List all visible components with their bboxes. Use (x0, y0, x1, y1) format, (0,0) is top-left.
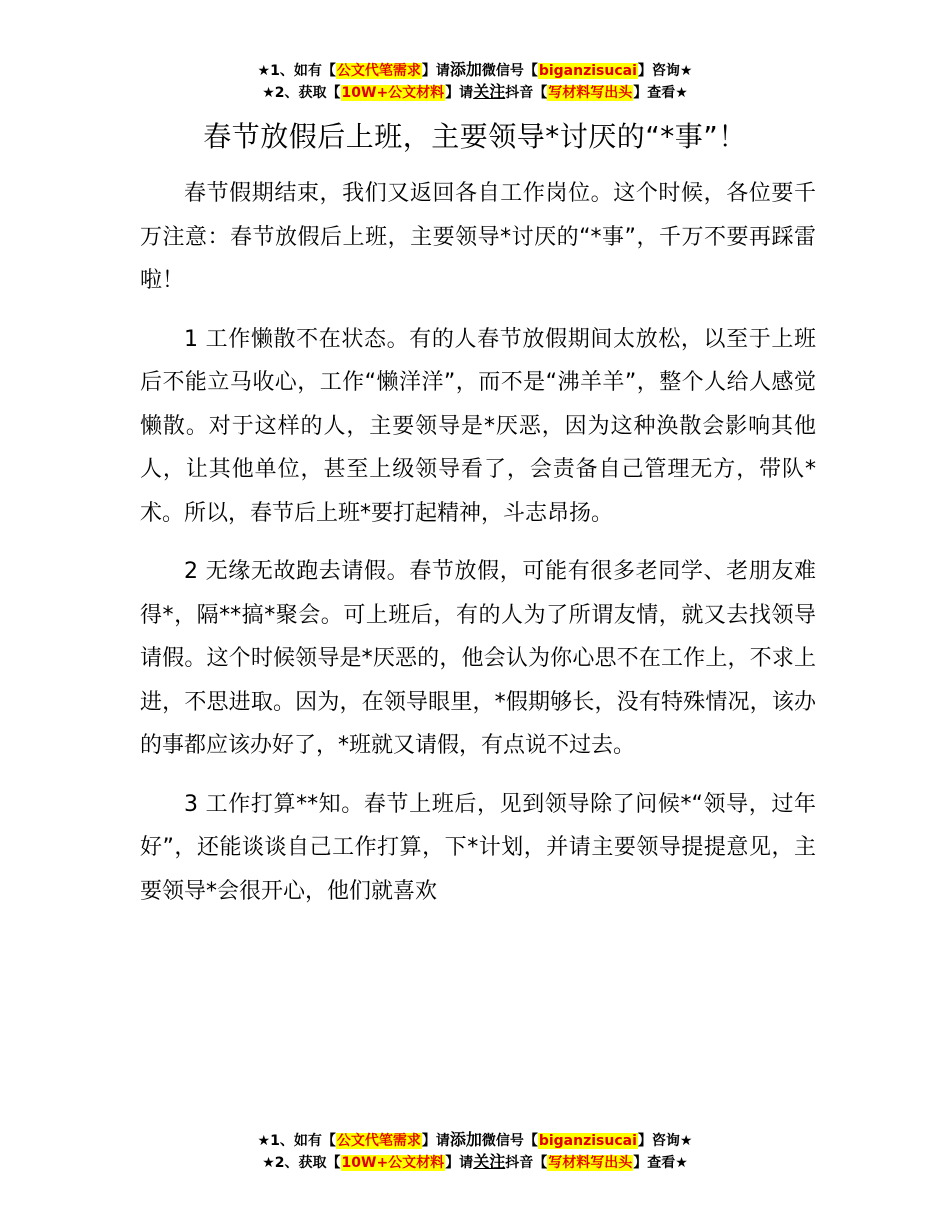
paragraph-point-1: 1 工作懒散不在状态。有的人春节放假期间太放松，以至于上班后不能立马收心，工作“懒洋洋”，而不是“沸羊羊”，整个人给人感觉懒散。对于这样的人，主要领导是*厌恶，因为这种涣散会影响其他人，让其他单位，甚至上级领导看了，会责备自己管理无方，带队*术。所以，春节后上班*要打起精神，斗志昂扬。 (140, 326, 816, 526)
banner-text: 微信号【 (481, 1133, 538, 1149)
highlight-materials: 10W+公文材料 (341, 85, 445, 101)
banner-emphasis-underlined: 关注 (473, 82, 506, 101)
banner-emphasis-underlined: 关注 (473, 1152, 506, 1171)
banner-text: 】请 (421, 1133, 450, 1149)
paragraph-point-2: 2 无缘无故跑去请假。春节放假，可能有很多老同学、老朋友难得*，隔**搞*聚会。可上班后，有的人为了所谓友情，就又去找领导请假。这个时候领导是*厌恶的，他会认为你心思不在工作上，不求上进，不思进取。因为，在领导眼里，*假期够长，没有特殊情况，该办的事都应该办好了，*班就又请假，有点说不过去。 (140, 559, 816, 758)
banner-emphasis: 添加 (449, 1130, 482, 1149)
banner-text: 抖音【 (505, 85, 548, 101)
banner-text: ★2、获取【 (262, 85, 341, 101)
banner-text: ★1、如有【 (257, 1133, 336, 1149)
highlight-service: 公文代笔需求 (336, 63, 421, 79)
banner-text: 抖音【 (505, 1155, 548, 1171)
banner-text: 】请 (445, 1155, 474, 1171)
paragraph-point-3: 3 工作打算**知。春节上班后，见到领导除了问候*“领导，过年好”，还能谈谈自己工作打算，下*计划，并请主要领导提提意见，主要领导*会很开心，他们就喜欢 (140, 791, 816, 904)
highlight-materials: 10W+公文材料 (341, 1155, 445, 1171)
banner-line-2 (0, 81, 950, 103)
banner-text: ★1、如有【 (257, 63, 336, 79)
highlight-douyin-account: 写材料写出头 (548, 1155, 633, 1171)
banner-text: 】查看★ (633, 1155, 688, 1171)
header-banner (0, 59, 950, 103)
document-body (140, 172, 816, 928)
banner-emphasis: 添加 (449, 60, 482, 79)
highlight-wechat-id: biganzisucai (538, 63, 637, 79)
banner-text: 】查看★ (633, 85, 688, 101)
highlight-wechat-id: biganzisucai (538, 1133, 637, 1149)
banner-text: 微信号【 (481, 63, 538, 79)
banner-line-1 (0, 59, 950, 81)
banner-text: 】请 (445, 85, 474, 101)
banner-line-1 (0, 1129, 950, 1151)
banner-text: ★2、获取【 (262, 1155, 341, 1171)
banner-line-2 (0, 1151, 950, 1173)
banner-text: 】咨询★ (637, 63, 693, 79)
footer-banner (0, 1129, 950, 1173)
banner-text: 】咨询★ (637, 1133, 693, 1149)
highlight-service: 公文代笔需求 (336, 1133, 421, 1149)
document-title: 春节放假后上班，主要领导*讨厌的“*事”！ (203, 120, 747, 153)
banner-text: 】请 (421, 63, 450, 79)
paragraph-intro: 春节假期结束，我们又返回各自工作岗位。这个时候，各位要千万注意：春节放假后上班，主要领导*讨厌的“*事”，千万不要再踩雷啦！ (140, 181, 816, 293)
highlight-douyin-account: 写材料写出头 (548, 85, 633, 101)
